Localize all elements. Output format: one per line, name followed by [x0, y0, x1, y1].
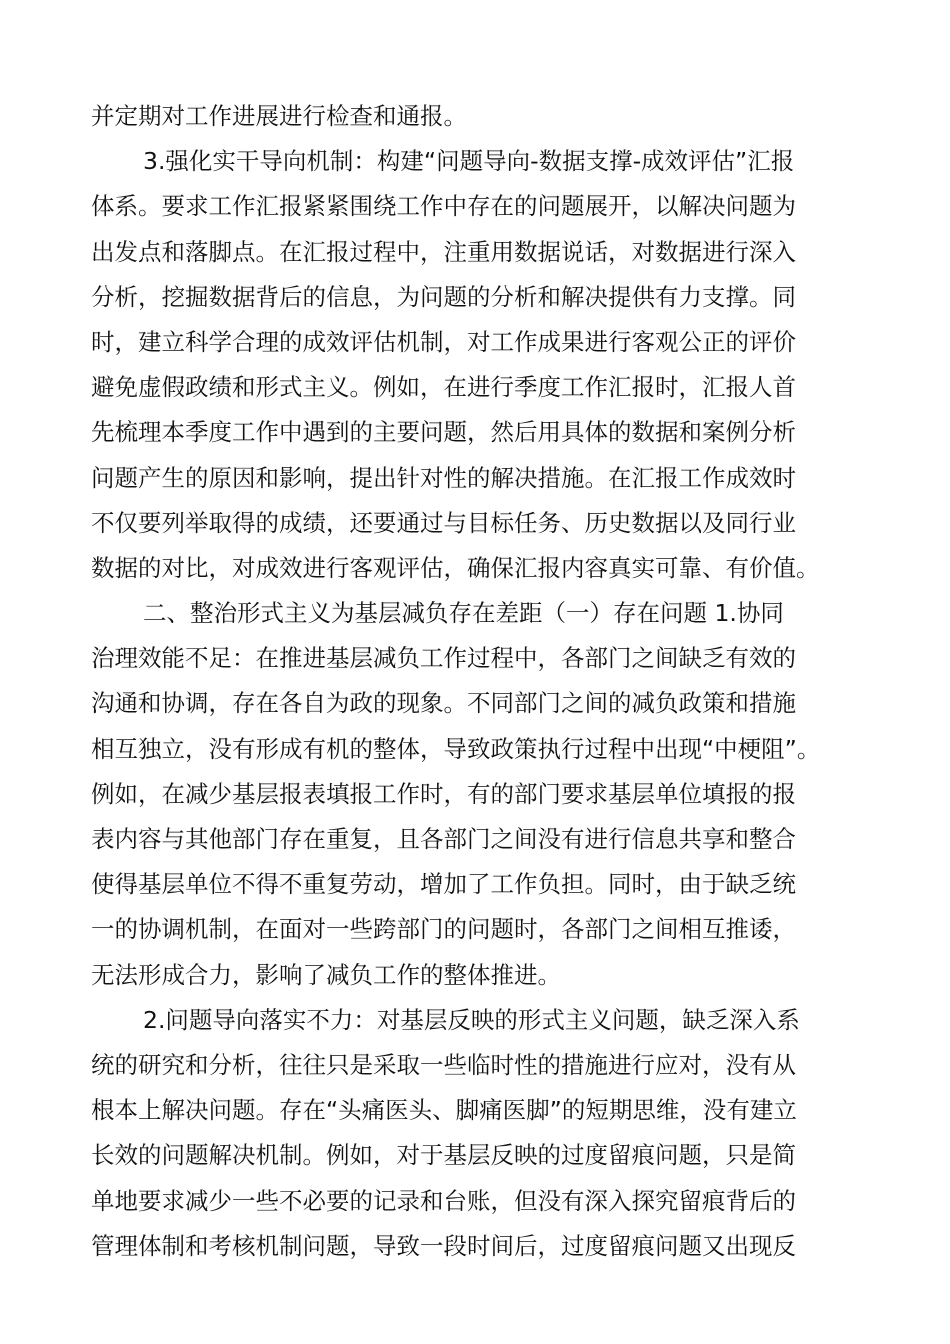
- text-line: 先梳理本季度工作中遇到的主要问题，然后用具体的数据和案例分析: [91, 418, 796, 447]
- text-line: 3.强化实干导向机制：构建“问题导向-数据支撑-成效评估”汇报: [143, 147, 795, 176]
- text-line: 相互独立，没有形成有机的整体，导致政策执行过程中出现“中梗阻”。: [91, 734, 821, 763]
- text-line: 治理效能不足：在推进基层减负工作过程中，各部门之间缺乏有效的: [91, 644, 796, 673]
- document-page: [91, 94, 871, 1269]
- text-line: 管理体制和考核机制问题，导致一段时间后，过度留痕问题又出现反: [91, 1231, 796, 1260]
- text-line: 问题产生的原因和影响，提出针对性的解决措施。在汇报工作成效时: [91, 463, 796, 492]
- text-line: 体系。要求工作汇报紧紧围绕工作中存在的问题展开，以解决问题为: [91, 192, 796, 221]
- text-line: 数据的对比，对成效进行客观评估，确保汇报内容真实可靠、有价值。: [91, 553, 820, 582]
- text-line: 长效的问题解决机制。例如，对于基层反映的过度留痕问题，只是简: [91, 1141, 796, 1170]
- text-line: 时，建立科学合理的成效评估机制，对工作成果进行客观公正的评价: [91, 327, 796, 356]
- text-line: 沟通和协调，存在各自为政的现象。不同部门之间的减负政策和措施: [91, 689, 796, 718]
- text-line: 并定期对工作进展进行检查和通报。: [91, 102, 467, 130]
- text-line: 统的研究和分析，往往只是采取一些临时性的措施进行应对，没有从: [91, 1050, 796, 1079]
- text-line: 例如，在减少基层报表填报工作时，有的部门要求基层单位填报的报: [91, 779, 796, 808]
- text-line: 一的协调机制，在面对一些跨部门的问题时，各部门之间相互推诿，: [91, 915, 796, 944]
- text-line: 出发点和落脚点。在汇报过程中，注重用数据说话，对数据进行深入: [91, 237, 796, 266]
- text-line: 使得基层单位不得不重复劳动，增加了工作负担。同时，由于缺乏统: [91, 870, 796, 899]
- text-line: 2.问题导向落实不力：对基层反映的形式主义问题，缺乏深入系: [143, 1005, 800, 1034]
- text-line: 不仅要列举取得的成绩，还要通过与目标任务、历史数据以及同行业: [91, 508, 796, 537]
- text-line: 单地要求减少一些不必要的记录和台账，但没有深入探究留痕背后的: [91, 1186, 796, 1215]
- text-line: 根本上解决问题。存在“头痛医头、脚痛医脚”的短期思维，没有建立: [91, 1096, 797, 1125]
- text-line: 无法形成合力，影响了减负工作的整体推进。: [91, 960, 561, 989]
- section-heading-line: 二、整治形式主义为基层减负存在差距（一）存在问题 1.协同: [143, 599, 784, 628]
- text-line: 分析，挖掘数据背后的信息，为问题的分析和解决提供有力支撑。同: [91, 282, 796, 311]
- text-line: 表内容与其他部门存在重复，且各部门之间没有进行信息共享和整合: [91, 825, 796, 853]
- text-line: 避免虚假政绩和形式主义。例如，在进行季度工作汇报时，汇报人首: [91, 373, 796, 402]
